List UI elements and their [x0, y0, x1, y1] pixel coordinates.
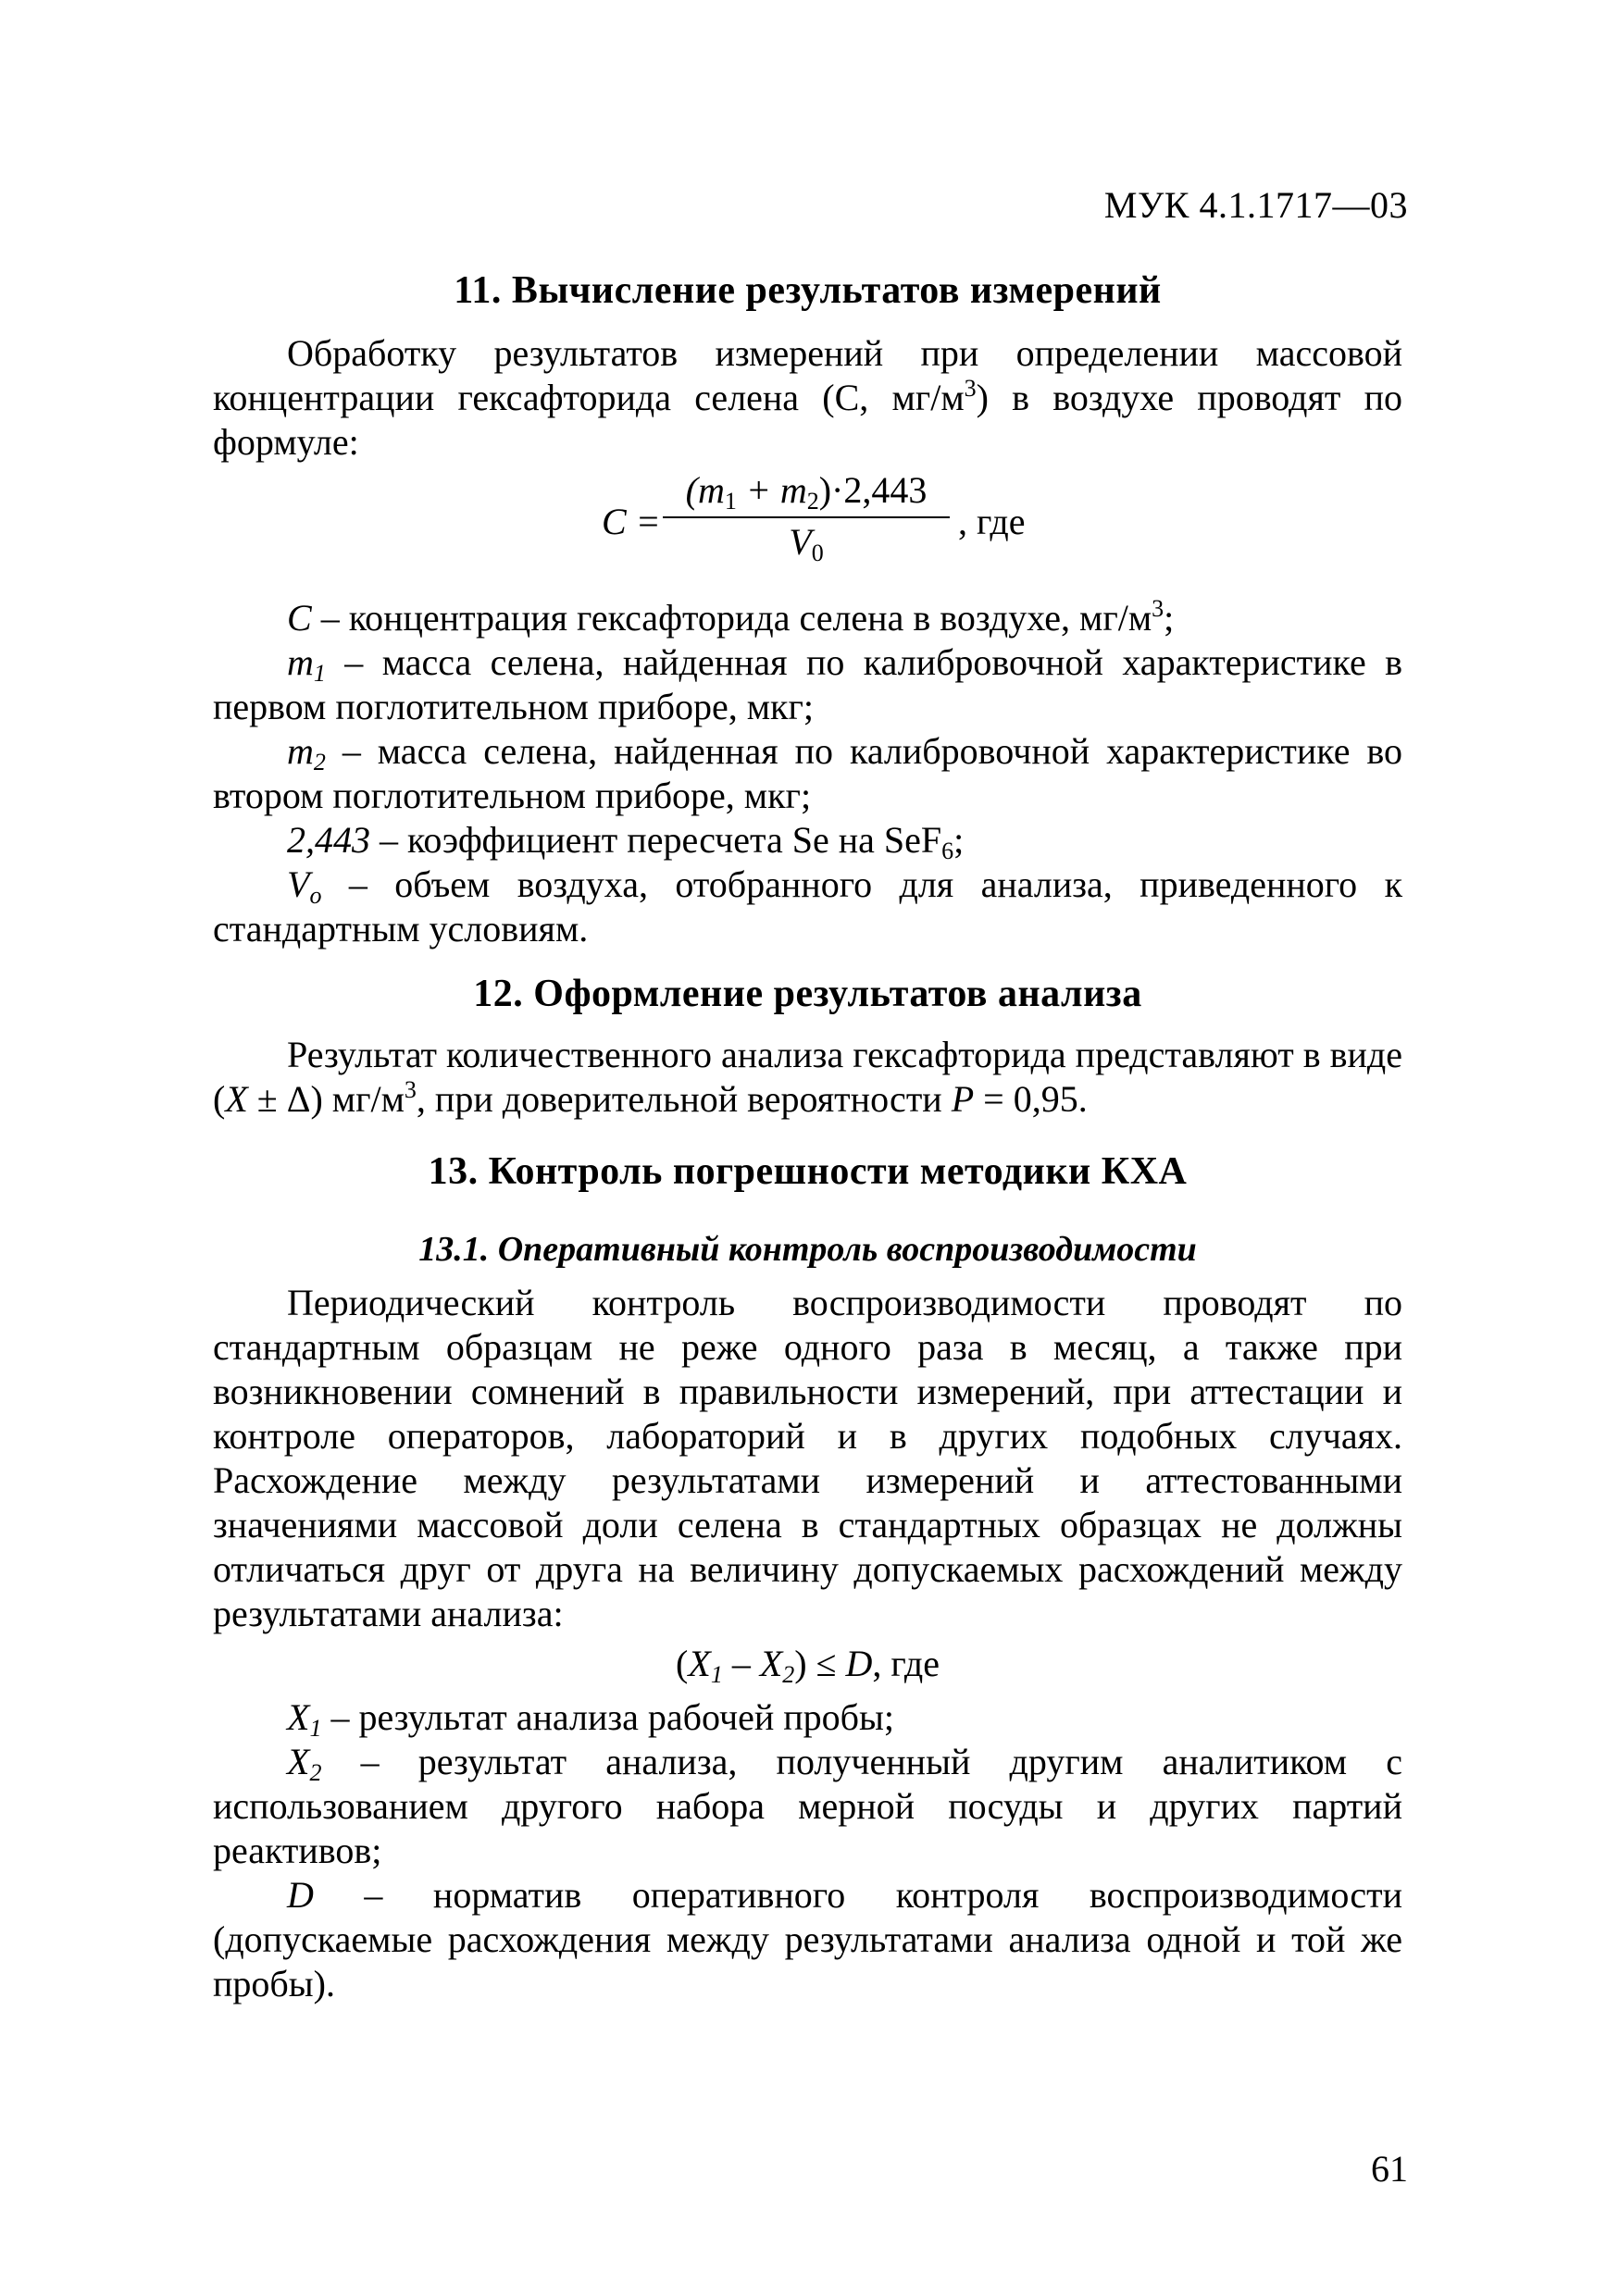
section-11-intro: Обработку результатов измерений при определении массовой концентрации гексафторида селена (С, $мг/м^3$) в воздухе проводят по формуле:	[213, 332, 1403, 463]
formula-lhs: C =	[602, 501, 661, 542]
formula-numerator: $(m_1 + m_2)\cdot 2,443$	[663, 468, 950, 518]
document-code: МУК 4.1.1717—03	[1103, 184, 1408, 226]
page-number: 61	[1371, 2148, 1408, 2190]
definition-coefficient: 2,443 – коэффициент пересчета Se на SeF$_6$;	[287, 819, 965, 864]
concentration-formula	[213, 468, 1402, 579]
page-content	[213, 268, 1402, 2006]
definition-m2: $m_2$ – масса селена, найденная по калибровочной характеристике во втором поглотительном приборе, мкг;	[213, 730, 1402, 816]
section-12-text: Результат количественного анализа гексафторида представляют в виде (X ± Δ) $мг/м^3$, при доверительной вероятности P = 0,95.	[213, 1034, 1402, 1120]
definition-x2: $X_2$ – результат анализа, полученный другим аналитиком с использованием другого набора мерной посуды и других партий реактивов;	[213, 1741, 1402, 1871]
section-12-title: 12. Оформление результатов анализа	[473, 973, 1142, 1015]
definition-v0: $V_o$ – объем воздуха, отобранного для анализа, приведенного к стандартным условиям.	[213, 863, 1402, 949]
formula-tail: , где	[958, 501, 1026, 542]
formula-denominator: $V_0$	[789, 521, 824, 566]
subsection-13-1-title: 13.1. Оперативный контроль воспроизводимости	[418, 1230, 1197, 1269]
definition-c: C – концентрация гексафторида селена в воздухе, $мг/м^3$;	[287, 595, 1175, 639]
definition-d: D – норматив оперативного контроля воспроизводимости (допускаемые расхождения между результатами анализа одной и той же пробы).	[213, 1874, 1402, 2004]
definition-m1: $m_1$ – масса селена, найденная по калибровочной характеристике в первом поглотительном приборе, мкг;	[213, 641, 1402, 727]
reproducibility-formula: $(X_1 - X_2) \le D$, где	[676, 1643, 940, 1688]
definition-x1: $X_1$ – результат анализа рабочей пробы;	[287, 1696, 895, 1742]
section-13-paragraph: Периодический контроль воспроизводимости проводят по стандартным образцам не реже одного раза в месяц, а также при возникновении сомнений в правильности измерений, при аттестации и контроле операторов, лабораторий и в других подобных случаях. Расхождение между результатами измерений и аттестованными значениями массовой доли селена в стандартных образцах не должны отличаться друг от друга на величину допускаемых расхождений между результатами анализа:	[213, 1282, 1402, 1634]
section-13-title: 13. Контроль погрешности методики КХА	[428, 1150, 1188, 1193]
section-11-title: 11. Вычисление результатов измерений	[454, 269, 1162, 312]
formula-fraction	[663, 468, 950, 566]
